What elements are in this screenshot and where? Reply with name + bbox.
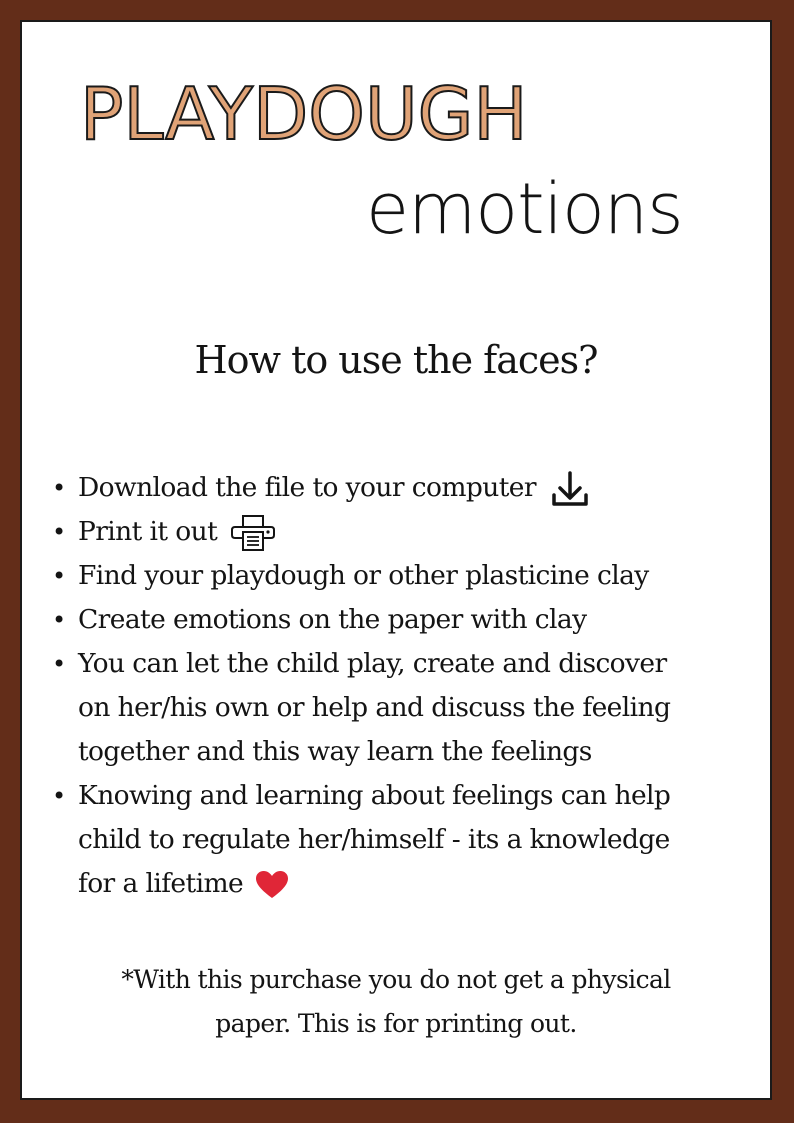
document-card	[22, 22, 770, 1098]
step-text: Find your playdough or other plasticine clay	[78, 560, 649, 591]
list-item	[46, 642, 762, 774]
list-item	[46, 466, 762, 510]
step-text: on her/his own or help and discuss the feeling	[78, 692, 671, 723]
title-playdough: PLAYDOUGH	[80, 72, 528, 156]
list-item	[46, 598, 762, 642]
step-text: child to regulate her/himself - its a knowledge	[78, 824, 670, 855]
heart-icon	[255, 870, 289, 900]
download-icon	[548, 469, 592, 509]
step-text: Download the file to your computer	[78, 472, 536, 503]
subtitle: How to use the faces?	[194, 338, 598, 382]
bullet: •	[52, 562, 66, 590]
bullet: •	[52, 782, 66, 810]
list-item	[46, 774, 762, 906]
printer-icon	[229, 514, 277, 552]
step-text: Create emotions on the paper with clay	[78, 604, 587, 635]
footnote-line: *With this purchase you do not get a physical	[121, 965, 671, 994]
step-text: for a lifetime	[78, 868, 244, 899]
instruction-list	[46, 466, 762, 906]
step-text: together and this way learn the feelings	[78, 736, 592, 767]
list-item	[46, 510, 762, 554]
footnote-line: paper. This is for printing out.	[215, 1009, 577, 1038]
bullet: •	[52, 474, 66, 502]
footnote	[22, 958, 770, 1046]
step-text: Knowing and learning about feelings can help	[78, 780, 671, 811]
title-emotions: emotions	[366, 168, 683, 250]
bullet: •	[52, 606, 66, 634]
list-item	[46, 554, 762, 598]
step-text: You can let the child play, create and discover	[78, 648, 667, 679]
bullet: •	[52, 650, 66, 678]
bullet: •	[52, 518, 66, 546]
step-text: Print it out	[78, 516, 218, 547]
